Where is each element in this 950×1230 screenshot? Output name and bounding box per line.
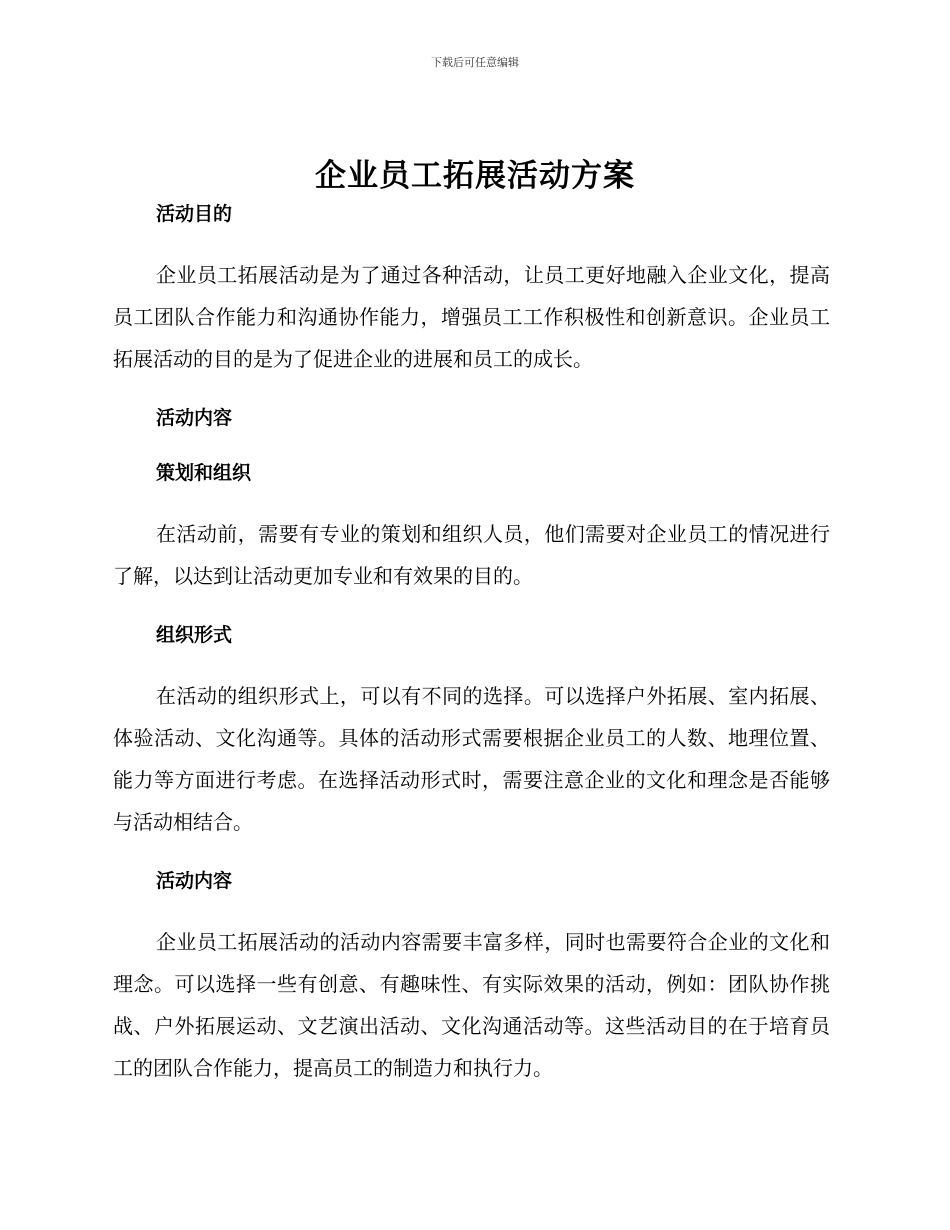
section-heading-activities: 活动内容: [156, 870, 233, 892]
page-header-note: 下载后可任意编辑: [431, 56, 519, 69]
section-paragraph-activities: 企业员工拓展活动的活动内容需要丰富多样，同时也需要符合企业的文化和理念。可以选择一些有创意、有趣味性、有实际效果的活动，例如：团队协作挑战、户外拓展运动、文艺演出活动、文化沟通活动等。这些活动目的在于培育员工的团队合作能力，提高员工的制造力和执行力。: [113, 930, 830, 1080]
section-heading-content: 活动内容: [156, 407, 233, 429]
section-heading-format: 组织形式: [156, 624, 233, 646]
document-title: 企业员工拓展活动方案: [315, 158, 635, 194]
section-heading-purpose: 活动目的: [156, 203, 233, 225]
section-paragraph-planning: 在活动前，需要有专业的策划和组织人员，他们需要对企业员工的情况进行了解，以达到让活动更加专业和有效果的目的。: [113, 522, 830, 588]
section-paragraph-format: 在活动的组织形式上，可以有不同的选择。可以选择户外拓展、室内拓展、体验活动、文化沟通等。具体的活动形式需要根据企业员工的人数、地理位置、能力等方面进行考虑。在选择活动形式时，需要注意企业的文化和理念是否能够与活动相结合。: [113, 684, 830, 834]
section-paragraph-purpose: 企业员工拓展活动是为了通过各种活动，让员工更好地融入企业文化，提高员工团队合作能力和沟通协作能力，增强员工工作积极性和创新意识。企业员工拓展活动的目的是为了促进企业的进展和员工的成长。: [113, 263, 830, 371]
section-heading-planning: 策划和组织: [156, 462, 252, 484]
document-body: [113, 200, 830, 1089]
